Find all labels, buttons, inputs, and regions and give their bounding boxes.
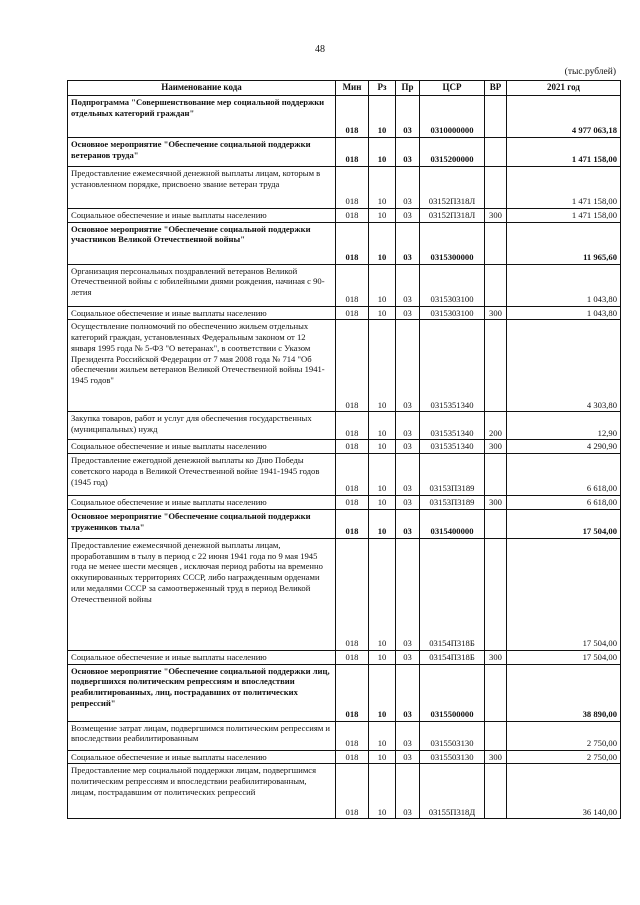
table-row [68, 721, 621, 750]
cell-csr: 0315351340 [420, 320, 485, 412]
cell-vr [485, 454, 507, 496]
col-header-name: Наименование кода [68, 81, 336, 96]
cell-pr: 03 [396, 412, 420, 440]
cell-pr: 03 [396, 209, 420, 223]
name: Подпрограмма "Совершенствование мер социальной поддержки отдельных категорий граждан" [68, 96, 336, 138]
cell-csr: 0315500000 [420, 664, 485, 721]
cell-pr: 03 [396, 764, 420, 819]
cell-amount: 38 890,00 [507, 664, 621, 721]
cell-rz: 10 [369, 306, 396, 320]
name: Предоставление ежемесячной денежной выплаты лицам, проработавшим в тылу в период с 22 июня 1941 года по 9 мая 1945 года не менее шести месяцев , исключая период работы на временно оккупированных территориях СССР, либо награжденным орденами или медалями СССР за самоотверженный труд в период Великой Отечественной войны [68, 538, 336, 650]
cell-min: 018 [336, 440, 369, 454]
name: Основное мероприятие "Обеспечение социальной поддержки лиц, подвергшихся политическим репрессиям и впоследствии реабилитированных, лиц, пострадавших от политических репрессий" [68, 664, 336, 721]
cell-vr: 300 [485, 750, 507, 764]
cell-pr: 03 [396, 664, 420, 721]
name: Социальное обеспечение и иные выплаты населению [68, 750, 336, 764]
cell-csr: 0315303100 [420, 264, 485, 306]
cell-rz: 10 [369, 412, 396, 440]
cell-rz: 10 [369, 664, 396, 721]
cell-amount: 4 303,80 [507, 320, 621, 412]
table-body [68, 96, 621, 819]
cell-rz: 10 [369, 496, 396, 510]
cell-pr: 03 [396, 440, 420, 454]
name: Основное мероприятие "Обеспечение социальной поддержки ветеранов труда" [68, 138, 336, 167]
cell-min: 018 [336, 320, 369, 412]
table-row [68, 320, 621, 412]
cell-min: 018 [336, 496, 369, 510]
cell-vr: 300 [485, 650, 507, 664]
cell-min: 018 [336, 138, 369, 167]
table-row [68, 96, 621, 138]
name: Социальное обеспечение и иные выплаты населению [68, 306, 336, 320]
table-row [68, 509, 621, 538]
cell-vr: 300 [485, 306, 507, 320]
cell-min: 018 [336, 222, 369, 264]
name: Предоставление мер социальной поддержки лицам, подвергшимся политическим репрессиям и впоследствии реабилитированным, лицам, пострадавшим от политических репрессий [68, 764, 336, 819]
cell-amount: 1 043,80 [507, 264, 621, 306]
cell-csr: 0310000000 [420, 96, 485, 138]
cell-vr [485, 538, 507, 650]
cell-min: 018 [336, 650, 369, 664]
cell-vr [485, 764, 507, 819]
cell-vr [485, 222, 507, 264]
cell-rz: 10 [369, 650, 396, 664]
cell-min: 018 [336, 167, 369, 209]
cell-amount: 17 504,00 [507, 538, 621, 650]
name: Предоставление ежемесячной денежной выплаты лицам, которым в установленном порядке, присвоено звание ветеран труда [68, 167, 336, 209]
col-header-vr: ВР [485, 81, 507, 96]
cell-amount: 1 043,80 [507, 306, 621, 320]
table-row [68, 306, 621, 320]
cell-pr: 03 [396, 138, 420, 167]
cell-rz: 10 [369, 96, 396, 138]
col-header-year: 2021 год [507, 81, 621, 96]
name: Предоставление ежегодной денежной выплаты ко Дню Победы советского народа в Великой Отечественной войне 1941-1945 годов (1945 год) [68, 454, 336, 496]
budget-table [67, 80, 621, 819]
cell-csr: 03154П318Б [420, 538, 485, 650]
cell-rz: 10 [369, 440, 396, 454]
cell-rz: 10 [369, 750, 396, 764]
cell-csr: 0315503130 [420, 750, 485, 764]
cell-vr [485, 509, 507, 538]
cell-pr: 03 [396, 320, 420, 412]
cell-csr: 03155П318Д [420, 764, 485, 819]
name: Социальное обеспечение и иные выплаты населению [68, 440, 336, 454]
cell-pr: 03 [396, 222, 420, 264]
cell-amount: 36 140,00 [507, 764, 621, 819]
cell-min: 018 [336, 412, 369, 440]
cell-csr: 0315503130 [420, 721, 485, 750]
col-header-pr: Пр [396, 81, 420, 96]
cell-pr: 03 [396, 538, 420, 650]
name: Социальное обеспечение и иные выплаты населению [68, 209, 336, 223]
name: Осуществление полномочий по обеспечению жильем отдельных категорий граждан, установленных Федеральным законом от 12 января 1995 года № 5-ФЗ "О ветеранах", в соответствии с Указом Президента Российской Федерации от 7 мая 2008 года № 714 "Об обеспечении жильем ветеранов Великой Отечественной войны 1941-1945 годов" [68, 320, 336, 412]
cell-pr: 03 [396, 721, 420, 750]
table-row [68, 167, 621, 209]
cell-min: 018 [336, 96, 369, 138]
cell-min: 018 [336, 721, 369, 750]
cell-rz: 10 [369, 721, 396, 750]
cell-amount: 1 471 158,00 [507, 138, 621, 167]
cell-vr [485, 320, 507, 412]
cell-amount: 1 471 158,00 [507, 209, 621, 223]
cell-rz: 10 [369, 320, 396, 412]
cell-vr [485, 167, 507, 209]
table-row [68, 764, 621, 819]
table-row [68, 496, 621, 510]
cell-min: 018 [336, 264, 369, 306]
table-row [68, 538, 621, 650]
col-header-min: Мин [336, 81, 369, 96]
table-row [68, 750, 621, 764]
cell-rz: 10 [369, 222, 396, 264]
cell-rz: 10 [369, 209, 396, 223]
table-row [68, 412, 621, 440]
table-row [68, 138, 621, 167]
cell-min: 018 [336, 306, 369, 320]
cell-min: 018 [336, 209, 369, 223]
cell-csr: 03152П318Л [420, 167, 485, 209]
table-row [68, 222, 621, 264]
cell-rz: 10 [369, 764, 396, 819]
table-row [68, 664, 621, 721]
cell-pr: 03 [396, 650, 420, 664]
cell-vr: 200 [485, 412, 507, 440]
cell-vr: 300 [485, 496, 507, 510]
name: Организация персональных поздравлений ветеранов Великой Отечественной войны с юбилейными днями рождения, начиная с 90-летия [68, 264, 336, 306]
cell-vr: 300 [485, 209, 507, 223]
cell-amount: 2 750,00 [507, 750, 621, 764]
cell-pr: 03 [396, 509, 420, 538]
cell-rz: 10 [369, 264, 396, 306]
cell-amount: 2 750,00 [507, 721, 621, 750]
cell-amount: 12,90 [507, 412, 621, 440]
cell-pr: 03 [396, 264, 420, 306]
table-row [68, 209, 621, 223]
cell-min: 018 [336, 664, 369, 721]
cell-pr: 03 [396, 454, 420, 496]
cell-rz: 10 [369, 138, 396, 167]
table-row [68, 264, 621, 306]
table-row [68, 440, 621, 454]
cell-vr [485, 138, 507, 167]
cell-rz: 10 [369, 509, 396, 538]
cell-pr: 03 [396, 96, 420, 138]
name: Социальное обеспечение и иные выплаты населению [68, 650, 336, 664]
name: Возмещение затрат лицам, подвергшимся политическим репрессиям и впоследствии реабилитированным [68, 721, 336, 750]
cell-min: 018 [336, 538, 369, 650]
table-row [68, 454, 621, 496]
cell-amount: 17 504,00 [507, 509, 621, 538]
cell-pr: 03 [396, 306, 420, 320]
cell-csr: 03154П318Б [420, 650, 485, 664]
cell-csr: 0315351340 [420, 412, 485, 440]
cell-csr: 03152П318Л [420, 209, 485, 223]
cell-csr: 03153П3189 [420, 454, 485, 496]
cell-min: 018 [336, 454, 369, 496]
cell-amount: 17 504,00 [507, 650, 621, 664]
cell-pr: 03 [396, 167, 420, 209]
cell-vr: 300 [485, 440, 507, 454]
col-header-csr: ЦСР [420, 81, 485, 96]
cell-amount: 4 290,90 [507, 440, 621, 454]
cell-rz: 10 [369, 167, 396, 209]
cell-vr [485, 264, 507, 306]
cell-amount: 6 618,00 [507, 454, 621, 496]
table-header-row [68, 81, 621, 96]
name: Социальное обеспечение и иные выплаты населению [68, 496, 336, 510]
name: Основное мероприятие "Обеспечение социальной поддержки участников Великой Отечественной войны" [68, 222, 336, 264]
units-note: (тыс.рублей) [564, 67, 616, 77]
cell-vr [485, 664, 507, 721]
page-number: 48 [315, 44, 325, 55]
cell-vr [485, 721, 507, 750]
cell-min: 018 [336, 750, 369, 764]
name: Основное мероприятие "Обеспечение социальной поддержки тружеников тыла" [68, 509, 336, 538]
cell-rz: 10 [369, 538, 396, 650]
cell-amount: 11 965,60 [507, 222, 621, 264]
cell-csr: 0315351340 [420, 440, 485, 454]
col-header-rz: Рз [369, 81, 396, 96]
cell-csr: 0315300000 [420, 222, 485, 264]
cell-pr: 03 [396, 496, 420, 510]
table-row [68, 650, 621, 664]
cell-csr: 0315400000 [420, 509, 485, 538]
cell-amount: 4 977 063,18 [507, 96, 621, 138]
cell-csr: 03153П3189 [420, 496, 485, 510]
cell-csr: 0315200000 [420, 138, 485, 167]
cell-amount: 6 618,00 [507, 496, 621, 510]
cell-min: 018 [336, 509, 369, 538]
cell-csr: 0315303100 [420, 306, 485, 320]
cell-pr: 03 [396, 750, 420, 764]
cell-amount: 1 471 158,00 [507, 167, 621, 209]
cell-min: 018 [336, 764, 369, 819]
cell-vr [485, 96, 507, 138]
cell-rz: 10 [369, 454, 396, 496]
name: Закупка товаров, работ и услуг для обеспечения государственных (муниципальных) нужд [68, 412, 336, 440]
